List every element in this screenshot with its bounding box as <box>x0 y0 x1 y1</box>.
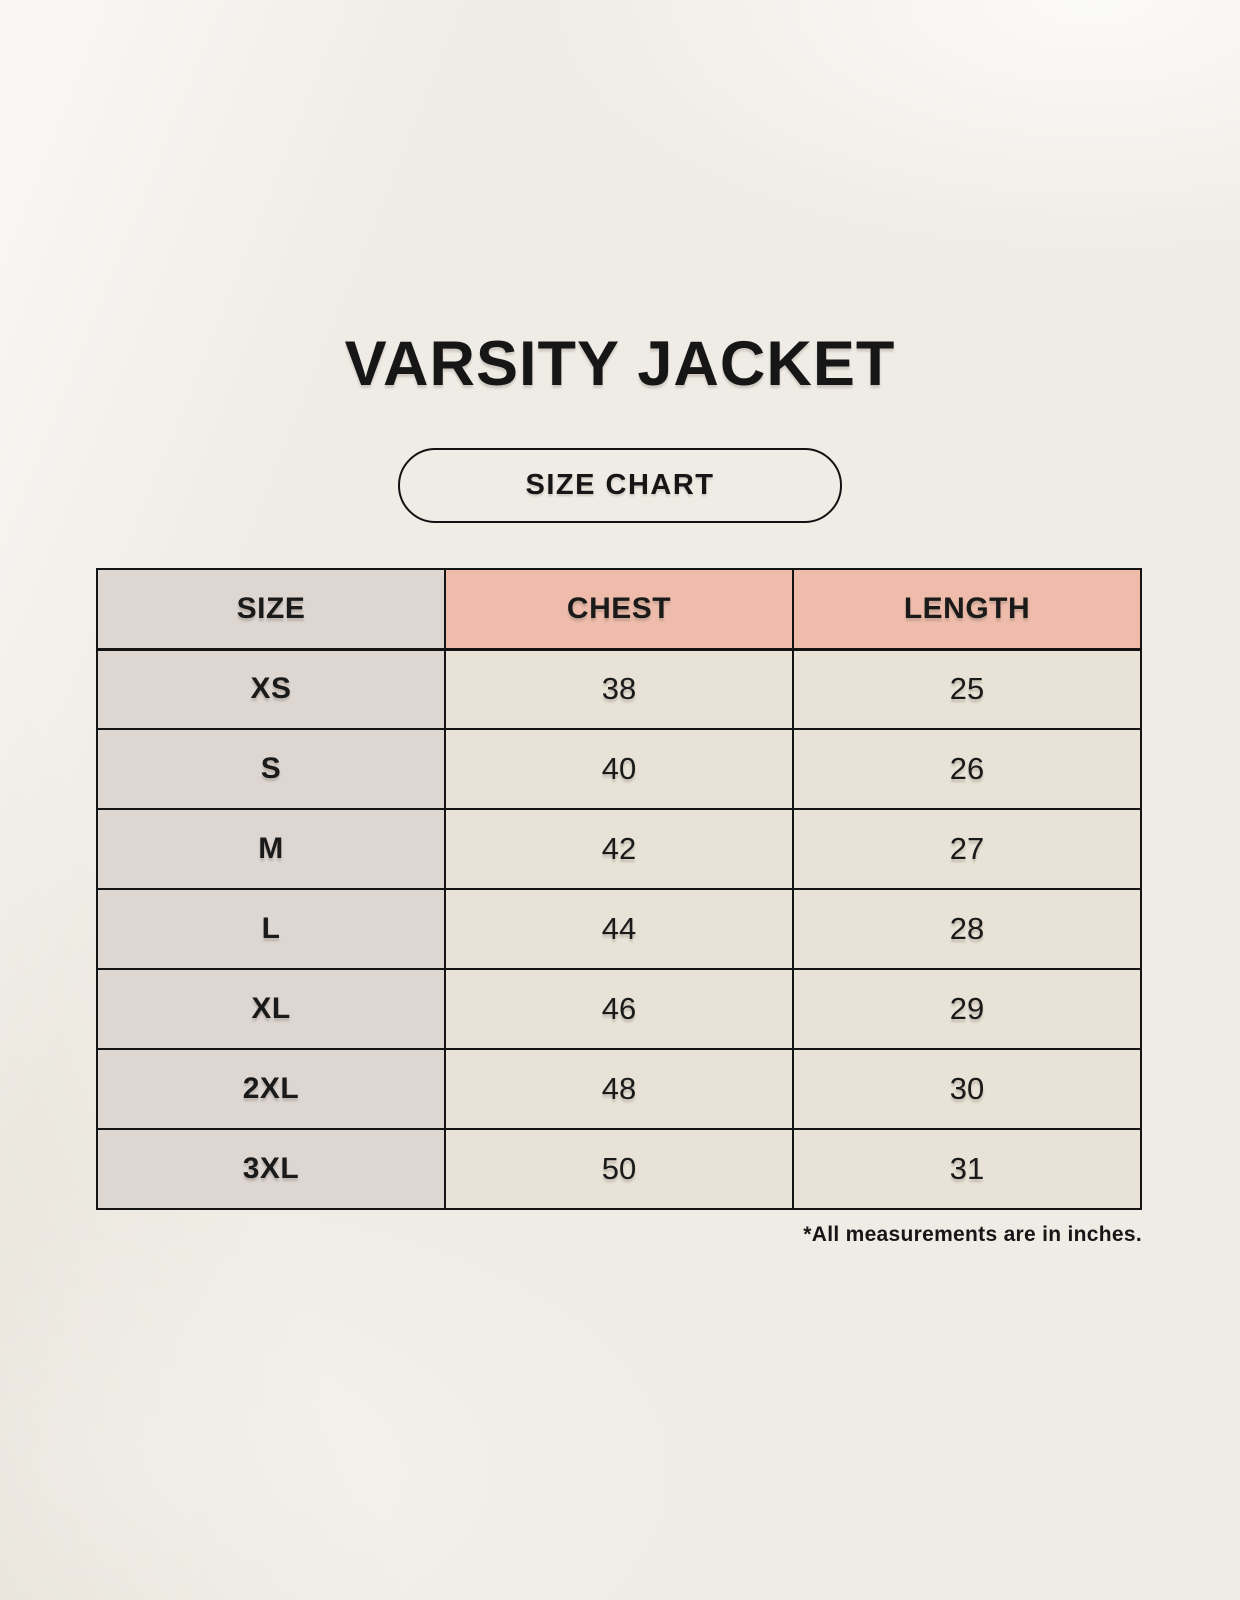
size-chart-badge <box>398 448 842 523</box>
chest-value-cell: 40 <box>445 729 793 809</box>
size-label-cell: M <box>97 809 445 889</box>
table-row <box>97 809 1141 889</box>
size-label-cell: XL <box>97 969 445 1049</box>
column-header-size: SIZE <box>97 569 445 649</box>
size-label-cell: S <box>97 729 445 809</box>
chest-value-cell: 44 <box>445 889 793 969</box>
length-value-cell: 30 <box>793 1049 1141 1129</box>
chest-value-cell: 42 <box>445 809 793 889</box>
chest-value-cell: 46 <box>445 969 793 1049</box>
table-row <box>97 729 1141 809</box>
length-value-cell: 27 <box>793 809 1141 889</box>
size-table <box>96 568 1142 1210</box>
length-value-cell: 28 <box>793 889 1141 969</box>
length-value-cell: 25 <box>793 649 1141 729</box>
size-table-container <box>96 568 1142 1210</box>
size-label-cell: XS <box>97 649 445 729</box>
table-row <box>97 889 1141 969</box>
header-row <box>97 569 1141 649</box>
chest-value-cell: 48 <box>445 1049 793 1129</box>
table-row <box>97 969 1141 1049</box>
table-row <box>97 1129 1141 1209</box>
chest-value-cell: 50 <box>445 1129 793 1209</box>
chest-value-cell: 38 <box>445 649 793 729</box>
size-chart-badge-label: SIZE CHART <box>525 469 715 501</box>
table-row <box>97 1049 1141 1129</box>
size-table-header <box>97 569 1141 649</box>
size-label-cell: L <box>97 889 445 969</box>
measurements-footnote: *All measurements are in inches. <box>803 1223 1142 1246</box>
length-value-cell: 26 <box>793 729 1141 809</box>
size-label-cell: 2XL <box>97 1049 445 1129</box>
size-label-cell: 3XL <box>97 1129 445 1209</box>
length-value-cell: 31 <box>793 1129 1141 1209</box>
page-title: VARSITY JACKET <box>344 329 896 399</box>
column-header-length: LENGTH <box>793 569 1141 649</box>
length-value-cell: 29 <box>793 969 1141 1049</box>
size-table-body <box>97 649 1141 1209</box>
column-header-chest: CHEST <box>445 569 793 649</box>
table-row <box>97 649 1141 729</box>
